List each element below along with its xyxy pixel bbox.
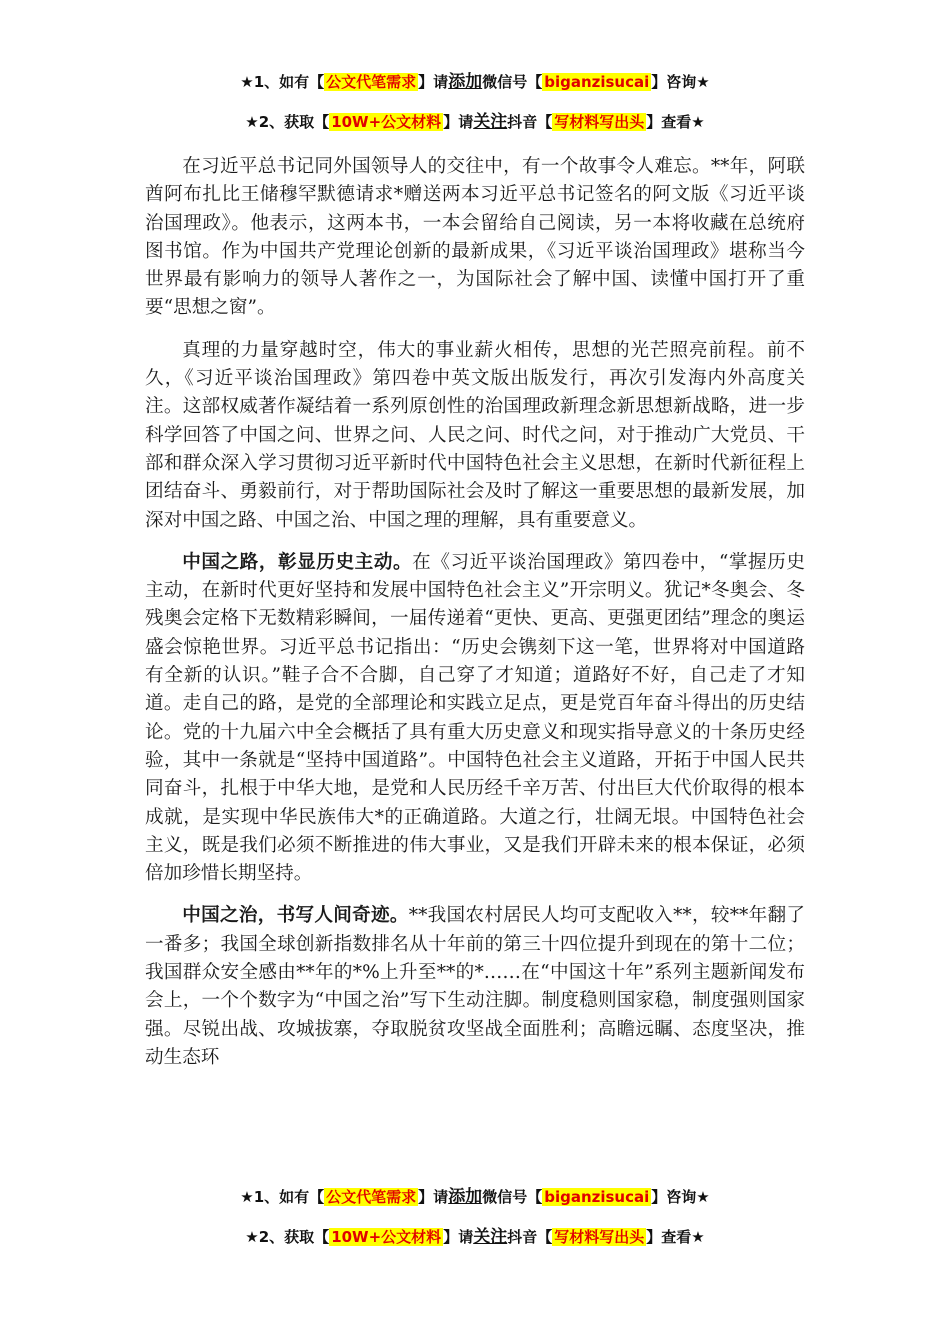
banner-text: 】请	[418, 73, 449, 91]
highlight-service: 公文代笔需求	[326, 1188, 417, 1206]
banner-text: ★2、获取【	[245, 113, 330, 131]
highlight-wechat-id: biganzisucai	[544, 73, 650, 91]
banner-text: 抖音【	[507, 113, 553, 131]
banner-line-2	[0, 112, 950, 132]
banner-line-2	[0, 1227, 950, 1247]
highlight-douyin-id: 写材料写出头	[554, 1228, 645, 1246]
banner-line-1	[0, 72, 950, 92]
banner-text: 】请	[443, 113, 474, 131]
paragraph	[145, 337, 805, 535]
article-body	[145, 153, 805, 1086]
section-lead: 中国之路，彰显历史主动。	[182, 551, 413, 573]
underlined-action: 添加	[448, 1187, 483, 1207]
banner-text: ★1、如有【	[240, 1188, 325, 1206]
banner-text: ★2、获取【	[245, 1228, 330, 1246]
banner-text: 】请	[418, 1188, 449, 1206]
paragraph-text: 真理的力量穿越时空，伟大的事业薪火相传，思想的光芒照亮前程。前不久，《习近平谈治国理政》第四卷中英文版出版发行，再次引发海内外高度关注。这部权威著作凝结着一系列原创性的治国理政新理念新思想新战略，进一步科学回答了中国之问、世界之问、人民之问、时代之问，对于推动广大党员、干部和群众深入学习贯彻习近平新时代中国特色社会主义思想，在新时代新征程上团结奋斗、勇毅前行，对于帮助国际社会及时了解这一重要思想的最新发展，加深对中国之路、中国之治、中国之理的理解，具有重要意义。	[145, 339, 805, 531]
highlight-materials: 10W+公文材料	[331, 113, 442, 131]
highlight-materials: 10W+公文材料	[331, 1228, 442, 1246]
paragraph-text: **我国农村居民人均可支配收入**，较**年翻了一番多；我国全球创新指数排名从十年前的第三十四位提升到现在的第十二位；我国群众安全感由**年的*%上升至**的*……在“中国这十年”系列主题新闻发布会上，一个个数字为“中国之治”写下生动注脚。制度稳则国家稳，制度强则国家强。尽锐出战、攻城拔寨，夺取脱贫攻坚战全面胜利；高瞻远瞩、态度坚决，推动生态环	[145, 905, 805, 1068]
banner-line-1	[0, 1187, 950, 1207]
underlined-action: 关注	[473, 1227, 508, 1247]
footer-banner	[0, 1187, 950, 1247]
paragraph-text: 在《习近平谈治国理政》第四卷中，“掌握历史主动，在新时代更好坚持和发展中国特色社会主义”开宗明义。犹记*冬奥会、冬残奥会定格下无数精彩瞬间，一届传递着“更快、更高、更强更团结”理念的奥运盛会惊艳世界。习近平总书记指出：“历史会镌刻下这一笔，世界将对中国道路有全新的认识。”鞋子合不合脚，自己穿了才知道；道路好不好，自己走了才知道。走自己的路，是党的全部理论和实践立足点，更是党百年奋斗得出的历史结论。党的十九届六中全会概括了具有重大历史意义和现实指导意义的十条历史经验，其中一条就是“坚持中国道路”。中国特色社会主义道路，开拓于中国人民共同奋斗，扎根于中华大地，是党和人民历经千辛万苦、付出巨大代价取得的根本成就，是实现中华民族伟大*的正确道路。大道之行，壮阔无垠。中国特色社会主义，既是我们必须不断推进的伟大事业，又是我们开辟未来的根本保证，必须倍加珍惜长期坚持。	[145, 551, 805, 885]
highlight-wechat-id: biganzisucai	[544, 1188, 650, 1206]
banner-text: 抖音【	[507, 1228, 553, 1246]
banner-text: 】咨询★	[651, 73, 710, 91]
banner-text: 】查看★	[646, 1228, 705, 1246]
banner-text: 】咨询★	[651, 1188, 710, 1206]
section-lead: 中国之治，书写人间奇迹。	[182, 905, 409, 927]
underlined-action: 关注	[473, 112, 508, 132]
paragraph	[145, 153, 805, 323]
paragraph-text: 在习近平总书记同外国领导人的交往中，有一个故事令人难忘。**年，阿联酋阿布扎比王储穆罕默德请求*赠送两本习近平总书记签名的阿文版《习近平谈治国理政》。他表示，这两本书，一本会留给自己阅读，另一本将收藏在总统府图书馆。作为中国共产党理论创新的最新成果，《习近平谈治国理政》堪称当今世界最有影响力的领导人著作之一，为国际社会了解中国、读懂中国打开了重要“思想之窗”。	[145, 156, 805, 319]
banner-text: ★1、如有【	[240, 73, 325, 91]
paragraph	[145, 549, 805, 889]
banner-text: 微信号【	[482, 1188, 543, 1206]
header-banner	[0, 72, 950, 132]
banner-text: 微信号【	[482, 73, 543, 91]
banner-text: 】请	[443, 1228, 474, 1246]
highlight-douyin-id: 写材料写出头	[554, 113, 645, 131]
underlined-action: 添加	[448, 72, 483, 92]
paragraph	[145, 902, 805, 1072]
highlight-service: 公文代笔需求	[326, 73, 417, 91]
banner-text: 】查看★	[646, 113, 705, 131]
